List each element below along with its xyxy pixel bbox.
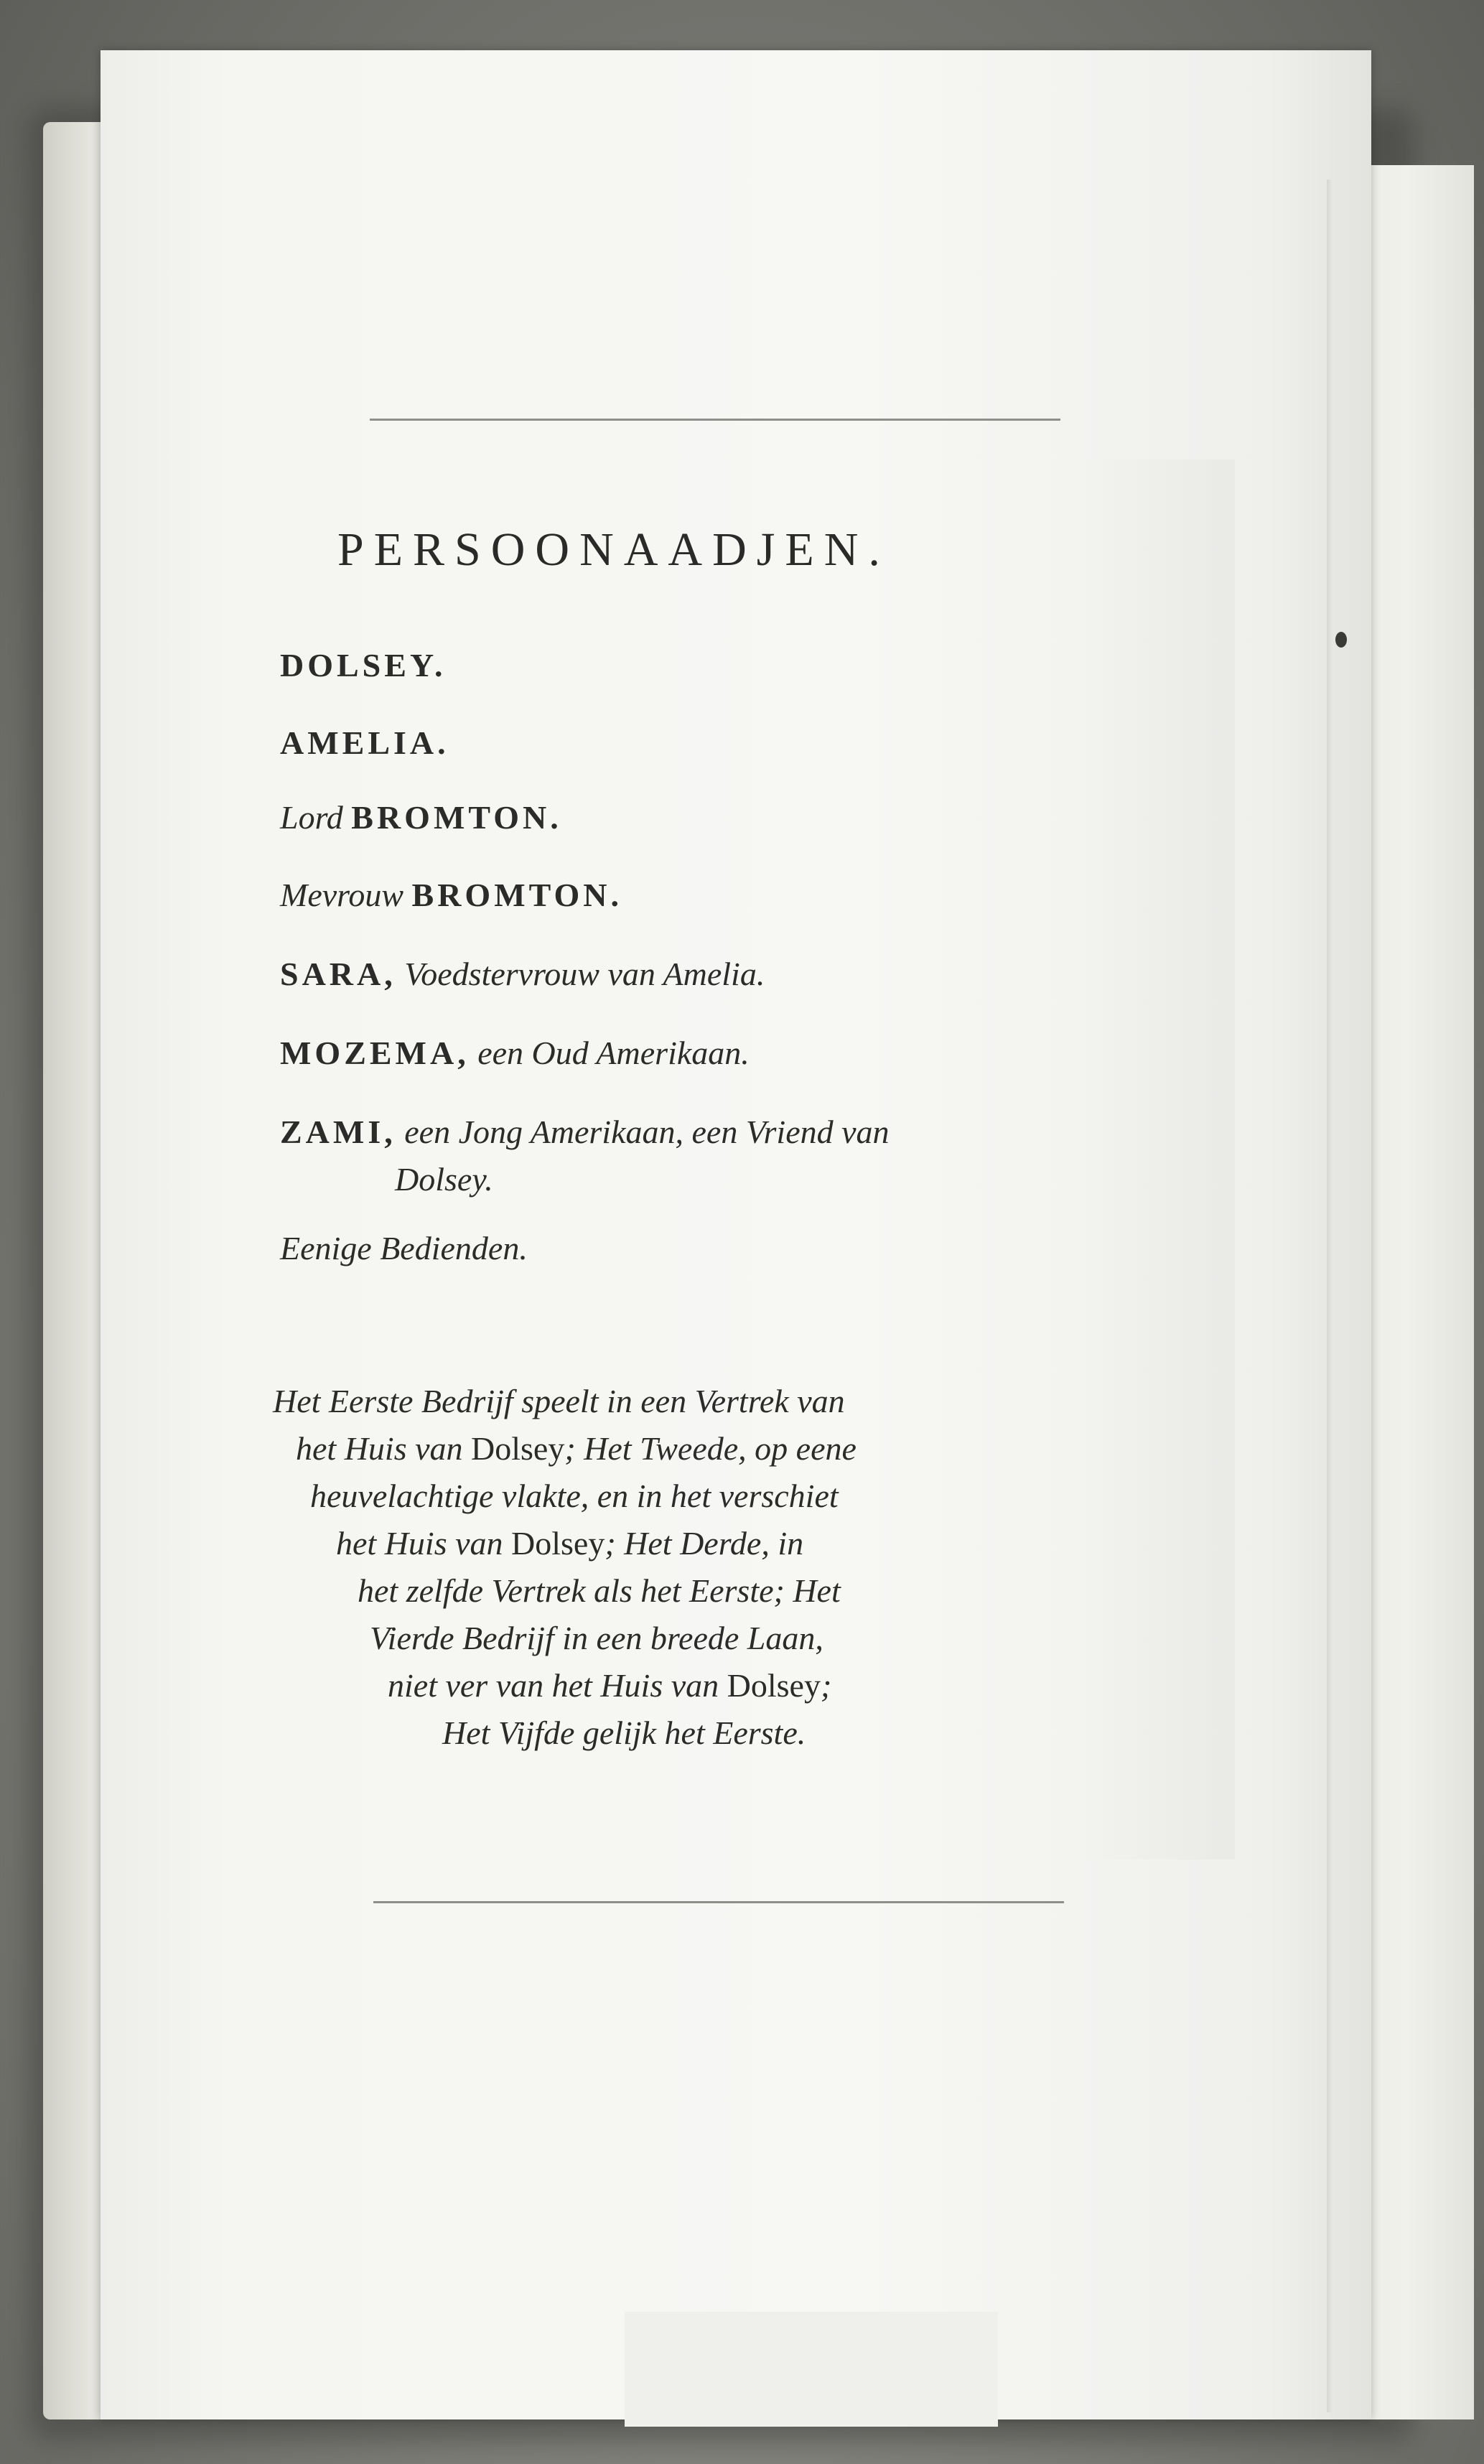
act-line (388, 1666, 831, 1704)
character-name: BROMTON. (411, 877, 622, 913)
act-text: het Huis van (336, 1525, 512, 1562)
character-role: Eenige Bedienden. (280, 1230, 528, 1266)
page-title: PERSOONAADJEN. (337, 523, 890, 576)
cast-item-amelia (280, 724, 449, 762)
act-text: het Huis van (296, 1430, 472, 1467)
act-name: Dolsey (471, 1430, 565, 1467)
character-name: MOZEMA, (280, 1035, 470, 1071)
ink-stain (1335, 632, 1347, 648)
cast-item-lord-bromton (280, 798, 562, 836)
act-line (273, 1382, 845, 1420)
character-role-continuation: Dolsey. (395, 1161, 493, 1198)
act-text: Het Eerste Bedrijf speelt in een Vertrek van (273, 1383, 845, 1419)
cast-item-mozema (280, 1034, 750, 1072)
top-rule (370, 419, 1060, 421)
act-name: Dolsey (511, 1525, 605, 1562)
act-text: ; Het Tweede, op eene (564, 1430, 857, 1467)
cast-item-servants (280, 1229, 528, 1267)
act-text: ; (820, 1667, 832, 1704)
act-name: Dolsey (727, 1667, 821, 1704)
act-text: ; Het Derde, in (605, 1525, 804, 1562)
act-text: Het Vijfde gelijk het Eerste. (442, 1714, 806, 1751)
character-name: BROMTON. (351, 799, 562, 836)
cast-item-sara (280, 955, 765, 993)
act-line (442, 1714, 806, 1752)
cast-item-dolsey (280, 646, 446, 684)
character-title: Lord (280, 799, 343, 836)
act-line (370, 1619, 823, 1657)
cast-item-mevrouw-bromton (280, 876, 622, 914)
character-role: een Jong Amerikaan, een Vriend van (404, 1114, 890, 1150)
act-text: het zelfde Vertrek als het Eerste; Het (358, 1572, 841, 1609)
act-text: Vierde Bedrijf in een breede Laan, (370, 1620, 823, 1656)
act-line (310, 1477, 839, 1515)
act-line (358, 1572, 841, 1610)
character-name: SARA, (280, 956, 396, 992)
act-line (296, 1429, 857, 1467)
character-role: een Oud Amerikaan. (477, 1035, 750, 1071)
cast-item-zami (280, 1113, 890, 1151)
character-name: AMELIA. (280, 724, 449, 761)
character-name: DOLSEY. (280, 647, 447, 683)
character-name: ZAMI, (280, 1114, 396, 1150)
show-through-bleed (1077, 459, 1235, 1859)
page-bottom-patch (625, 2312, 998, 2427)
character-title: Mevrouw (280, 877, 404, 913)
act-text: heuvelachtige vlakte, en in het verschiet (310, 1478, 839, 1514)
bottom-rule (373, 1901, 1064, 1903)
character-role: Voedstervrouw van Amelia. (404, 956, 765, 992)
page-gutter-shadow (1327, 179, 1333, 2412)
act-line (336, 1524, 803, 1562)
act-text: niet ver van het Huis van (388, 1667, 727, 1704)
